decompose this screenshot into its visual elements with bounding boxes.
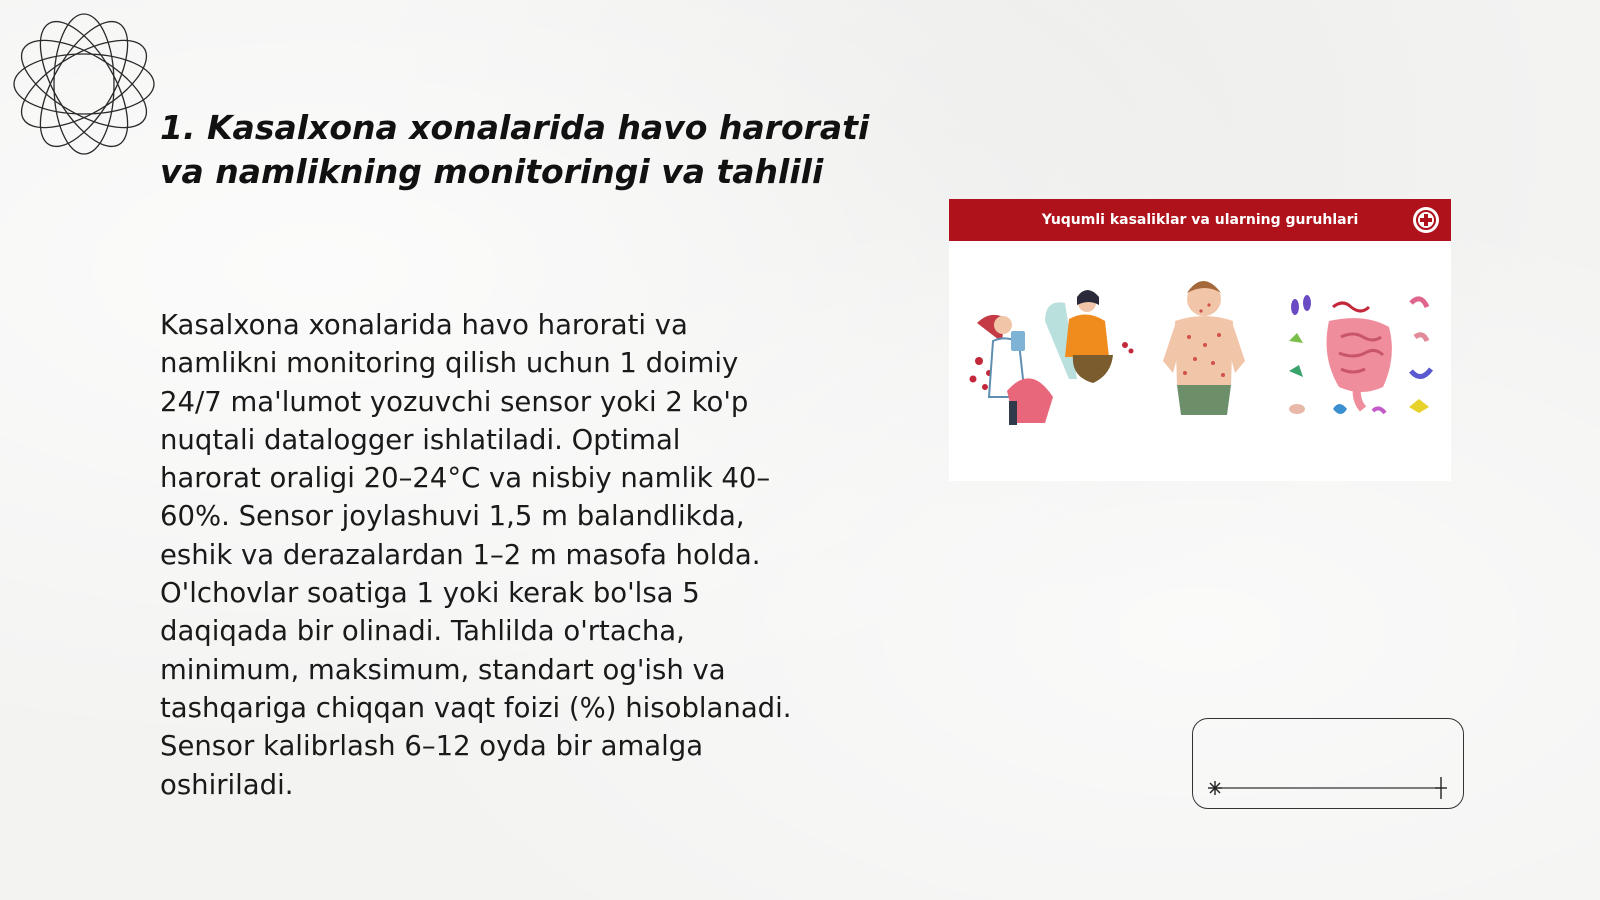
medical-emblem-icon <box>1413 207 1439 233</box>
illustration <box>949 241 1451 481</box>
body-line: nuqtali datalogger ishlatiladi. Optimal <box>160 423 681 456</box>
body-line: namlikni monitoring qilish uchun 1 doimiy <box>160 347 739 380</box>
body-line: daqiqada bir olinadi. Tahlilda o'rtacha, <box>160 615 685 648</box>
decorative-frame <box>1192 718 1464 809</box>
body-line: Kasalxona xonalarida havo harorati va <box>160 309 688 341</box>
image-banner-title: Yuqumli kasaliklar va ularning guruhlari <box>1041 212 1359 228</box>
sparkle-icon <box>1208 781 1222 795</box>
image-banner <box>949 199 1451 241</box>
body-line: harorat oraligi 20–24°C va nisbiy namlik 40– <box>160 462 771 495</box>
body-line: tashqariga chiqqan vaqt foizi (%) hisoblanadi. <box>160 691 792 724</box>
body-line: 24/7 ma'lumot yozuvchi sensor yoki 2 ko'p <box>160 385 749 418</box>
body-line: eshik va derazalardan 1–2 m masofa holda. <box>160 538 761 571</box>
sick-man-rash-illustration <box>1163 281 1245 415</box>
doctor-patient-illustration <box>970 290 1134 425</box>
body-line: O'lchovlar soatiga 1 yoki kerak bo'lsa 5 <box>160 577 700 610</box>
page-title <box>160 106 880 194</box>
decorative-line <box>1193 719 1465 810</box>
body-paragraph <box>160 306 850 804</box>
title-line-2: va namlikning monitoringi va tahlili <box>160 152 824 191</box>
infographic-image <box>949 199 1451 481</box>
orbit-logo-icon <box>10 10 158 158</box>
body-line: minimum, maksimum, standart og'ish va <box>160 653 726 686</box>
star-icon <box>1435 777 1447 799</box>
intestine-bacteria-illustration <box>1289 295 1431 414</box>
title-line-1: 1. Kasalxona xonalarida havo harorati <box>160 108 870 147</box>
body-line: oshiriladi. <box>160 768 294 801</box>
body-line: Sensor kalibrlash 6–12 oyda bir amalga <box>160 730 704 763</box>
body-line: 60%. Sensor joylashuvi 1,5 m balandlikda, <box>160 500 745 533</box>
